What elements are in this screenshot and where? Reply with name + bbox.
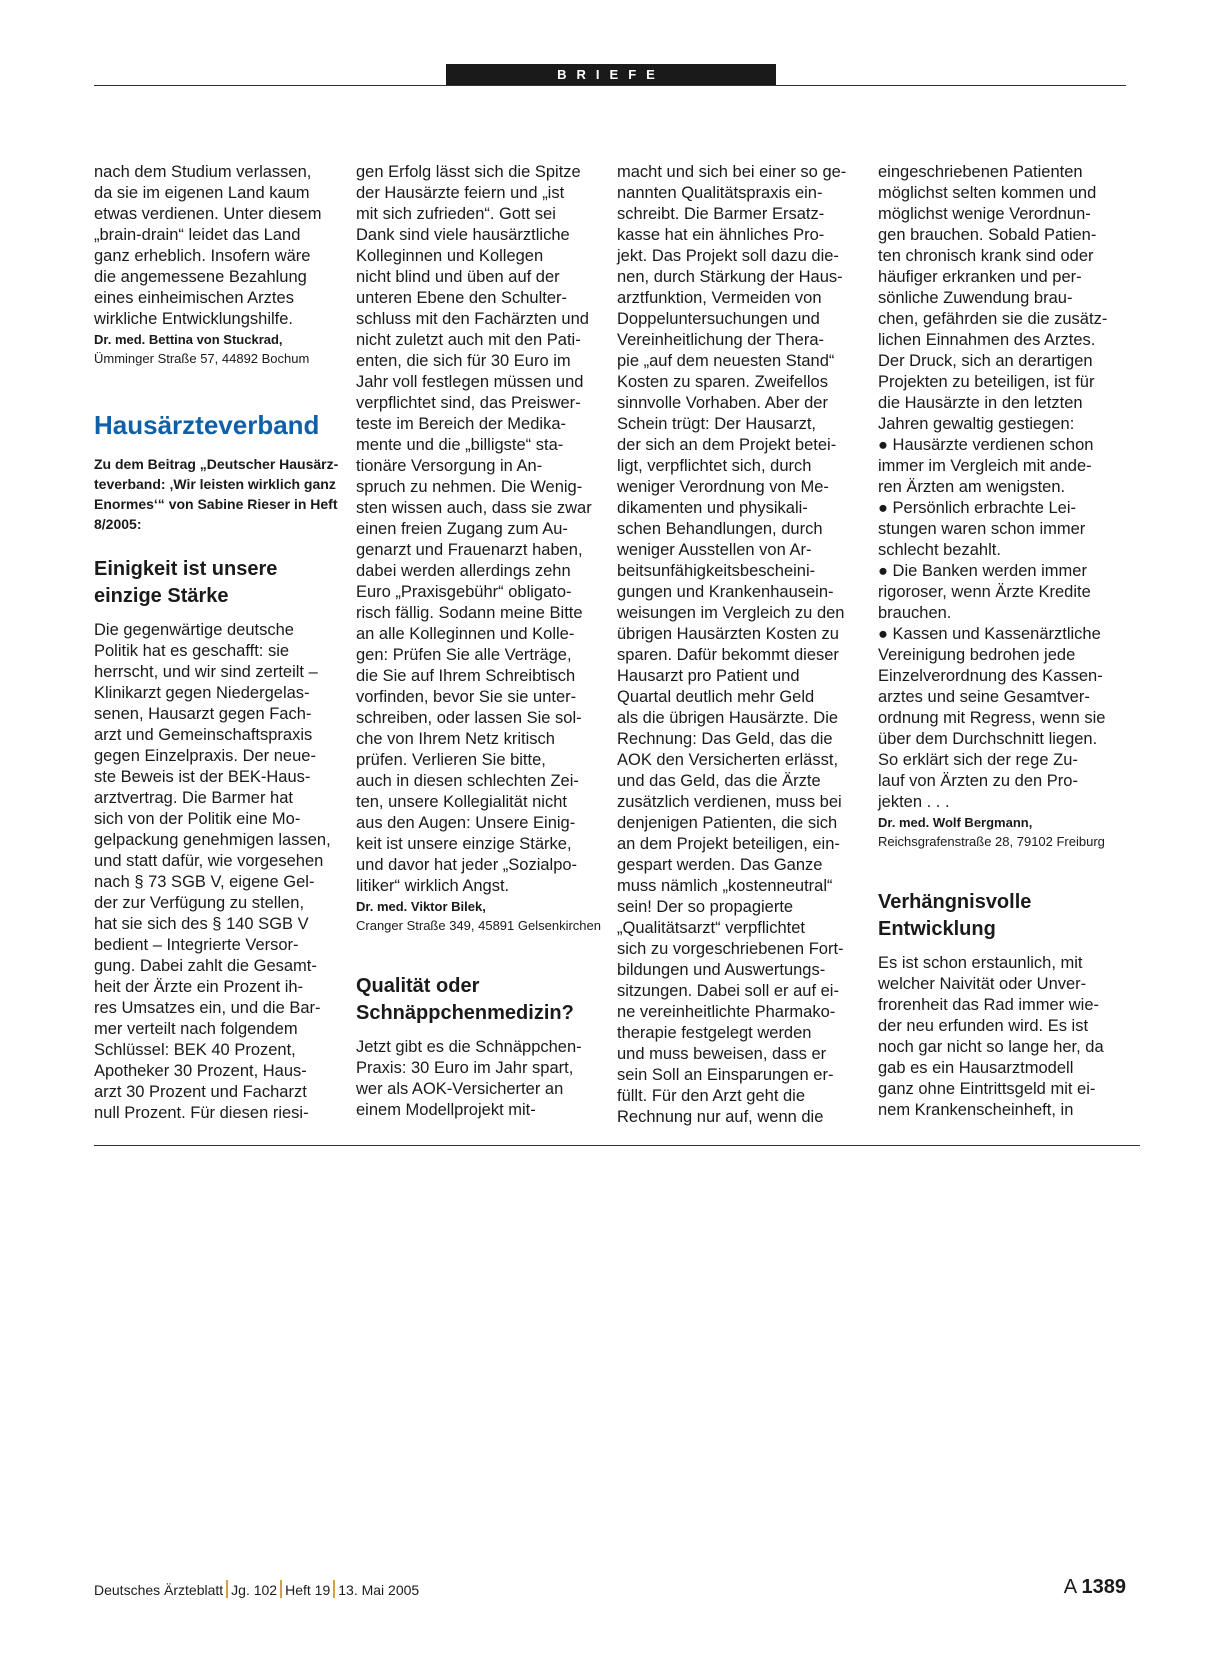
text-line: Rechnung nur auf, wenn die [617,1108,824,1126]
text-line: da sie im eigenen Land kaum [94,184,310,202]
text-line: und das Geld, das die Ärzte [617,772,821,790]
text-line: unteren Ebene den Schulter- [356,289,567,307]
text-line: an dem Projekt beteiligen, ein- [617,835,840,853]
text-line: ● Persönlich erbrachte Lei- [878,499,1076,517]
author-address: Ümminger Straße 57, 44892 Bochum [94,351,310,366]
text-line: nach dem Studium verlassen, [94,163,312,181]
text-line: tionäre Versorgung in An- [356,457,543,475]
text-line: sparen. Dafür bekommt dieser [617,646,839,664]
text-line: dikamenten und physikali- [617,499,808,517]
section-label: BRIEFE [446,64,776,85]
text-line: bedient – Integrierte Versor- [94,936,299,954]
text-line: „Qualitätsarzt“ verpflichtet [617,919,805,937]
bottom-rule [94,1145,1140,1146]
text-line: Jahren gewaltig gestiegen: [878,415,1075,433]
issue-date: 13. Mai 2005 [338,1582,420,1598]
text-line: brauchen. [878,604,952,622]
text-line: Einigkeit ist unsere [94,558,278,580]
author-name: Dr. med. Wolf Bergmann, [878,815,1033,830]
text-line: So erklärt sich der rege Zu- [878,751,1078,769]
text-line: immer im Vergleich mit ande- [878,457,1092,475]
footer-separator [333,1580,335,1598]
text-line: welcher Naivität oder Unver- [878,975,1087,993]
text-line: arzt und Gemeinschaftspraxis [94,726,313,744]
author-name: Dr. med. Bettina von Stuckrad, [94,332,283,347]
journal-name: Deutsches Ärzteblatt [94,1582,224,1598]
text-line: gelpackung genehmigen lassen, [94,831,331,849]
footer-citation [94,1580,419,1599]
text-line: Apotheker 30 Prozent, Haus- [94,1062,307,1080]
issue: Heft 19 [285,1582,331,1598]
text-line: Kosten zu sparen. Zweifellos [617,373,828,391]
text-line: Es ist schon erstaunlich, mit [878,954,1083,972]
text-line: denjenigen Patienten, die sich [617,814,838,832]
text-line: res Umsatzes ein, und die Bar- [94,999,321,1017]
text-line: mit sich zufrieden“. Gott sei [356,205,556,223]
text-line: vorfinden, bevor Sie sie unter- [356,688,577,706]
letter-continuation [878,162,1128,813]
text-line: zusätzlich verdienen, muss bei [617,793,842,811]
text-line: einem Modellprojekt mit- [356,1101,536,1119]
text-line: noch gar nicht so lange her, da [878,1038,1104,1056]
text-line: schlecht bezahlt. [878,541,1001,559]
text-line: arztvertrag. Die Barmer hat [94,789,293,807]
letter-title [356,973,606,1027]
letter-continuation [617,162,867,1128]
text-line: gung. Dabei zahlt die Gesamt- [94,957,317,975]
text-line: Projekten zu beteiligen, ist für [878,373,1095,391]
text-line: ● Die Banken werden immer [878,562,1087,580]
text-line: pie „auf dem neuesten Stand“ [617,352,835,370]
letter-title [94,556,344,610]
text-line: Klinikarzt gegen Niedergelas- [94,684,310,702]
text-line: lichen Einnahmen des Arztes. [878,331,1096,349]
text-line: nicht zuletzt auch mit den Pati- [356,331,581,349]
text-line: chen, gefährden sie die zusätz- [878,310,1108,328]
text-line: verpflichtet sind, das Preiswer- [356,394,581,412]
text-line: gespart werden. Das Ganze [617,856,823,874]
text-line: gen Erfolg lässt sich die Spitze [356,163,581,181]
page-number [1064,1574,1126,1600]
text-line: schluss mit den Fachärzten und [356,310,589,328]
text-line: prüfen. Verlieren Sie bitte, [356,751,546,769]
page-number-value: 1389 [1081,1576,1126,1598]
text-line: Vereinigung bedrohen jede [878,646,1076,664]
text-line: arztes und seine Gesamtver- [878,688,1090,706]
text-line: ● Kassen und Kassenärztliche [878,625,1101,643]
text-line: Euro „Praxisgebühr“ obligato- [356,583,572,601]
article-reference [94,454,344,534]
text-line: kasse hat ein ähnliches Pro- [617,226,825,244]
column-2 [356,162,606,1121]
text-line: arzt 30 Prozent und Facharzt [94,1083,307,1101]
text-line: nem Krankenscheinheft, in [878,1101,1074,1119]
text-line: der Hausärzte feiern und „ist [356,184,565,202]
text-line: keit ist unsere einzige Stärke, [356,835,572,853]
text-line: ganz ohne Eintrittsgeld mit ei- [878,1080,1096,1098]
text-line: enten, die sich für 30 Euro im [356,352,571,370]
text-line: genarzt und Frauenarzt haben, [356,541,583,559]
text-line: bildungen und Auswertungs- [617,961,826,979]
text-line: die angemessene Bezahlung [94,268,307,286]
text-line: gungen und Krankenhausein- [617,583,834,601]
text-line: nannten Qualitätspraxis ein- [617,184,823,202]
text-line: nicht blind und üben auf der [356,268,560,286]
text-line: Schnäppchenmedizin? [356,1002,574,1024]
text-line: Dank sind viele hausärztliche [356,226,570,244]
text-line: jekten . . . [878,793,950,811]
text-line: sönliche Zuwendung brau- [878,289,1073,307]
page-prefix: A [1063,1576,1076,1598]
text-line: Politik hat es geschafft: sie [94,642,290,660]
text-line: Rechnung: Das Geld, das die [617,730,833,748]
author-name: Dr. med. Viktor Bilek, [356,899,486,914]
text-line: einen freien Zugang zum Au- [356,520,568,538]
text-line: sein Soll an Einsparungen er- [617,1066,834,1084]
text-line: an alle Kolleginnen und Kolle- [356,625,575,643]
text-line: Vereinheitlichung der Thera- [617,331,824,349]
text-line: Jahr voll festlegen müssen und [356,373,584,391]
text-line: AOK den Versicherten erlässt, [617,751,839,769]
text-line: therapie festgelegt werden [617,1024,812,1042]
text-line: etwas verdienen. Unter diesem [94,205,322,223]
text-line: der zur Verfügung zu stellen, [94,894,305,912]
text-line: gen brauchen. Sobald Patien- [878,226,1097,244]
text-line: Hausarzt pro Patient und [617,667,800,685]
text-line: „brain-drain“ leidet das Land [94,226,301,244]
text-line: teverband: ‚Wir leisten wirklich ganz [94,476,336,492]
text-line: lauf von Ärzten zu den Pro- [878,772,1078,790]
text-line: eingeschriebenen Patienten [878,163,1083,181]
text-line: Kolleginnen und Kollegen [356,247,544,265]
letter-continuation [94,162,344,330]
text-line: die Sie auf Ihrem Schreibtisch [356,667,576,685]
text-line: übrigen Hausärzten Kosten zu [617,625,839,643]
text-line: risch fällig. Sodann meine Bitte [356,604,583,622]
text-line: macht und sich bei einer so ge- [617,163,847,181]
text-line: ten chronisch krank sind oder [878,247,1094,265]
text-line: wer als AOK-Versicherter an [356,1080,564,1098]
text-line: nen, durch Stärkung der Haus- [617,268,843,286]
text-line: Qualität oder [356,975,480,997]
text-line: jekt. Das Projekt soll dazu die- [617,247,839,265]
text-line: als die übrigen Hausärzte. Die [617,709,839,727]
text-line: und statt dafür, wie vorgesehen [94,852,324,870]
text-line: weniger Verordnung von Me- [617,478,829,496]
text-line: schen Behandlungen, durch [617,520,823,538]
footer-separator [226,1580,228,1598]
author-address: Reichsgrafenstraße 28, 79102 Freiburg [878,834,1105,849]
section-heading: Hausärzteverband [94,410,320,440]
text-line: Jetzt gibt es die Schnäppchen- [356,1038,582,1056]
text-line: Zu dem Beitrag „Deutscher Hausärz- [94,456,339,472]
text-line: litiker“ wirklich Angst. [356,877,510,895]
text-line: sinnvolle Vorhaben. Aber der [617,394,828,412]
top-rule [94,85,1126,86]
letter-continuation [356,162,606,897]
text-line: herrscht, und wir sind zerteilt – [94,663,318,681]
footer-separator [280,1580,282,1598]
text-line: beitsunfähigkeitsbescheini- [617,562,816,580]
text-line: arztfunktion, Vermeiden von [617,289,822,307]
text-line: gegen Einzelpraxis. Der neue- [94,747,316,765]
text-line: Der Druck, sich an derartigen [878,352,1093,370]
text-line: schreiben, oder lassen Sie sol- [356,709,582,727]
text-line: ganz erheblich. Insofern wäre [94,247,311,265]
text-line: ten, unsere Kollegialität nicht [356,793,567,811]
text-line: spruch zu nehmen. Die Wenig- [356,478,583,496]
text-line: gab es ein Hausarztmodell [878,1059,1074,1077]
text-line: mer verteilt nach folgendem [94,1020,298,1038]
text-line: gen: Prüfen Sie alle Verträge, [356,646,572,664]
text-line: der sich an dem Projekt betei- [617,436,837,454]
letter-body [94,620,344,1124]
text-line: Einzelverordnung des Kassen- [878,667,1103,685]
text-line: Verhängnisvolle [878,891,1032,913]
text-line: dabei werden allerdings zehn [356,562,571,580]
text-line: Schein trügt: Der Hausarzt, [617,415,816,433]
text-line: sten wissen auch, dass sie zwar [356,499,592,517]
text-line: die Hausärzte in den letzten [878,394,1083,412]
text-line: sitzungen. Dabei soll er auf ei- [617,982,839,1000]
text-line: Praxis: 30 Euro im Jahr spart, [356,1059,574,1077]
text-line: 8/2005: [94,516,142,532]
text-line: ste Beweis ist der BEK-Haus- [94,768,311,786]
text-line: ordnung mit Regress, wenn sie [878,709,1106,727]
text-line: ligt, verpflichtet sich, durch [617,457,812,475]
text-line: Doppeluntersuchungen und [617,310,820,328]
text-line: sich zu vorgeschriebenen Fort- [617,940,844,958]
letter-title [878,889,1128,943]
text-line: sein! Der so propagierte [617,898,794,916]
text-line: nach § 73 SGB V, eigene Gel- [94,873,315,891]
text-line: und davor hat jeder „Sozialpo- [356,856,578,874]
author-address: Cranger Straße 349, 45891 Gelsenkirchen [356,918,601,933]
text-line: ● Hausärzte verdienen schon [878,436,1094,454]
text-line: Entwicklung [878,918,996,940]
text-line: hat sie sich des § 140 SGB V [94,915,309,933]
text-line: mente und die „billigste“ sta- [356,436,564,454]
text-line: rigoroser, wenn Ärzte Kredite [878,583,1091,601]
text-line: eines einheimischen Arztes [94,289,294,307]
text-line: füllt. Für den Arzt geht die [617,1087,806,1105]
text-line: schreibt. Die Barmer Ersatz- [617,205,825,223]
text-line: der neu erfunden wird. Es ist [878,1017,1089,1035]
text-line: heit der Ärzte ein Prozent ih- [94,978,304,996]
text-line: Enormes‘“ von Sabine Rieser in Heft [94,496,338,512]
text-line: null Prozent. Für diesen riesi- [94,1104,309,1122]
text-line: stungen waren schon immer [878,520,1086,538]
text-line: wirkliche Entwicklungshilfe. [94,310,293,328]
text-line: senen, Hausarzt gegen Fach- [94,705,312,723]
text-line: muss nämlich „kostenneutral“ [617,877,833,895]
letter-body [356,1037,606,1121]
text-line: möglichst wenige Verordnun- [878,205,1091,223]
text-line: Die gegenwärtige deutsche [94,621,294,639]
text-line: häufiger erkranken und per- [878,268,1082,286]
text-line: möglichst selten kommen und [878,184,1097,202]
text-line: frorenheit das Rad immer wie- [878,996,1099,1014]
text-line: und muss beweisen, dass er [617,1045,827,1063]
text-line: Quartal deutlich mehr Geld [617,688,815,706]
text-line: che von Ihrem Netz kritisch [356,730,555,748]
column-4 [878,162,1128,1121]
column-1 [94,162,344,1124]
letter-body [878,953,1128,1121]
text-line: über dem Durchschnitt liegen. [878,730,1098,748]
text-line: aus den Augen: Unsere Einig- [356,814,576,832]
text-line: auch in diesen schlechten Zei- [356,772,579,790]
text-line: Schlüssel: BEK 40 Prozent, [94,1041,296,1059]
text-line: sich von der Politik eine Mo- [94,810,301,828]
volume: Jg. 102 [231,1582,278,1598]
text-line: ren Ärzten am wenigsten. [878,478,1066,496]
text-line: einzige Stärke [94,585,229,607]
text-line: weisungen im Vergleich zu den [617,604,845,622]
text-line: ne vereinheitlichte Pharmako- [617,1003,836,1021]
column-3 [617,162,867,1128]
text-line: teste im Bereich der Medika- [356,415,566,433]
text-line: weniger Ausstellen von Ar- [617,541,812,559]
